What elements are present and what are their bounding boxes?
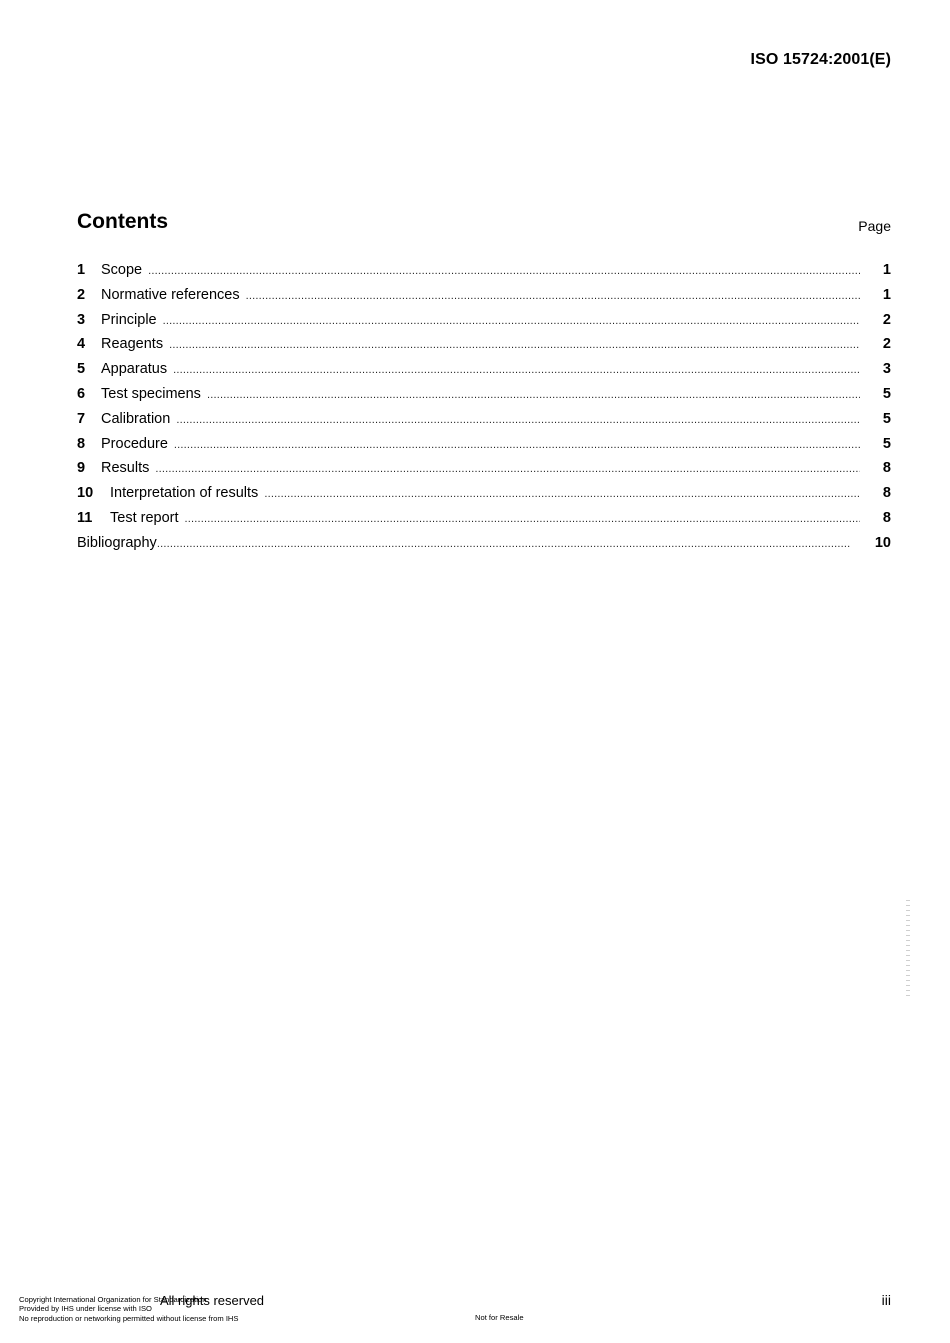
toc-dot-leader [246,290,860,302]
toc-entry-principle[interactable] [77,312,891,337]
toc-dot-leader [264,488,860,500]
toc-entry-title: Calibration [101,410,171,427]
footer-copyright-line: Provided by IHS under license with ISO [19,1304,152,1314]
toc-entry-page: 5 [882,385,891,402]
toc-entry-test-report[interactable] [77,510,891,535]
toc-entry-interpretation-of-results[interactable] [77,485,891,510]
toc-entry-number: 8 [77,435,86,452]
toc-entry-number: 4 [77,336,86,353]
toc-entry-number: 2 [77,286,86,303]
toc-entry-calibration[interactable] [77,411,891,436]
toc-entry-number: 6 [77,385,86,402]
toc-entry-number: 5 [77,361,86,378]
toc-entry-page: 10 [874,534,891,551]
toc-entry-title: Results [101,460,150,477]
toc-dot-leader [155,463,860,475]
toc-dot-leader [148,265,860,277]
footer-copyright-line: Copyright International Organization for Standardization [19,1295,207,1304]
toc-entry-procedure[interactable] [77,436,891,461]
toc-dot-leader [185,513,861,525]
contents-heading: Contents [77,210,168,233]
toc-dot-leader [169,339,860,351]
toc-entry-title: Test report [110,509,179,526]
toc-entry-title: Principle [101,311,157,328]
toc-entry-number: 3 [77,311,86,328]
toc-entry-page: 8 [882,485,891,502]
toc-entry-title: Apparatus [101,361,168,378]
toc-entry-title: Normative references [101,286,240,303]
document-id: ISO 15724:2001(E) [750,51,891,68]
table-of-contents [77,262,891,560]
toc-dot-leader [173,364,860,376]
toc-entry-bibliography[interactable] [77,535,891,560]
toc-entry-number: 1 [77,262,86,278]
toc-entry-page: 1 [882,286,891,303]
toc-entry-page: 8 [882,509,891,526]
toc-entry-page: 5 [882,435,891,452]
toc-entry-title: Reagents [101,336,164,353]
footer-copyright-line: No reproduction or networking permitted without license from IHS [19,1313,239,1323]
toc-dot-leader [174,439,860,451]
toc-entry-page: 3 [882,361,891,378]
toc-dot-leader [163,315,860,327]
toc-entry-page: 1 [882,262,891,278]
toc-entry-page: 5 [882,410,891,427]
toc-entry-reagents[interactable] [77,336,891,361]
toc-entry-title: Procedure [101,435,168,452]
toc-entry-test-specimens[interactable] [77,386,891,411]
toc-entry-results[interactable] [77,460,891,485]
toc-entry-number: 10 [77,485,94,502]
footer-not-for-resale: Not for Resale [475,1313,524,1322]
toc-dot-leader [157,538,851,550]
toc-entry-page: 2 [882,311,891,328]
page-column-label: Page [858,218,891,234]
toc-entry-title: Bibliography [77,534,157,551]
toc-entry-number: 9 [77,460,86,477]
toc-entry-title: Interpretation of results [110,485,259,502]
toc-entry-title: Scope [101,262,143,278]
toc-entry-page: 8 [882,460,891,477]
toc-entry-title: Test specimens [101,385,201,402]
toc-entry-apparatus[interactable] [77,361,891,386]
footer-rights-reserved: All rights reserved [160,1293,265,1308]
toc-dot-leader [176,414,860,426]
toc-entry-page: 2 [882,336,891,353]
toc-entry-scope[interactable] [77,262,891,287]
footer-page-number: iii [881,1292,891,1308]
toc-entry-number: 11 [77,509,93,526]
margin-scan-marks [906,900,910,996]
toc-dot-leader [207,389,860,401]
toc-entry-number: 7 [77,410,86,427]
toc-entry-normative-references[interactable] [77,287,891,312]
